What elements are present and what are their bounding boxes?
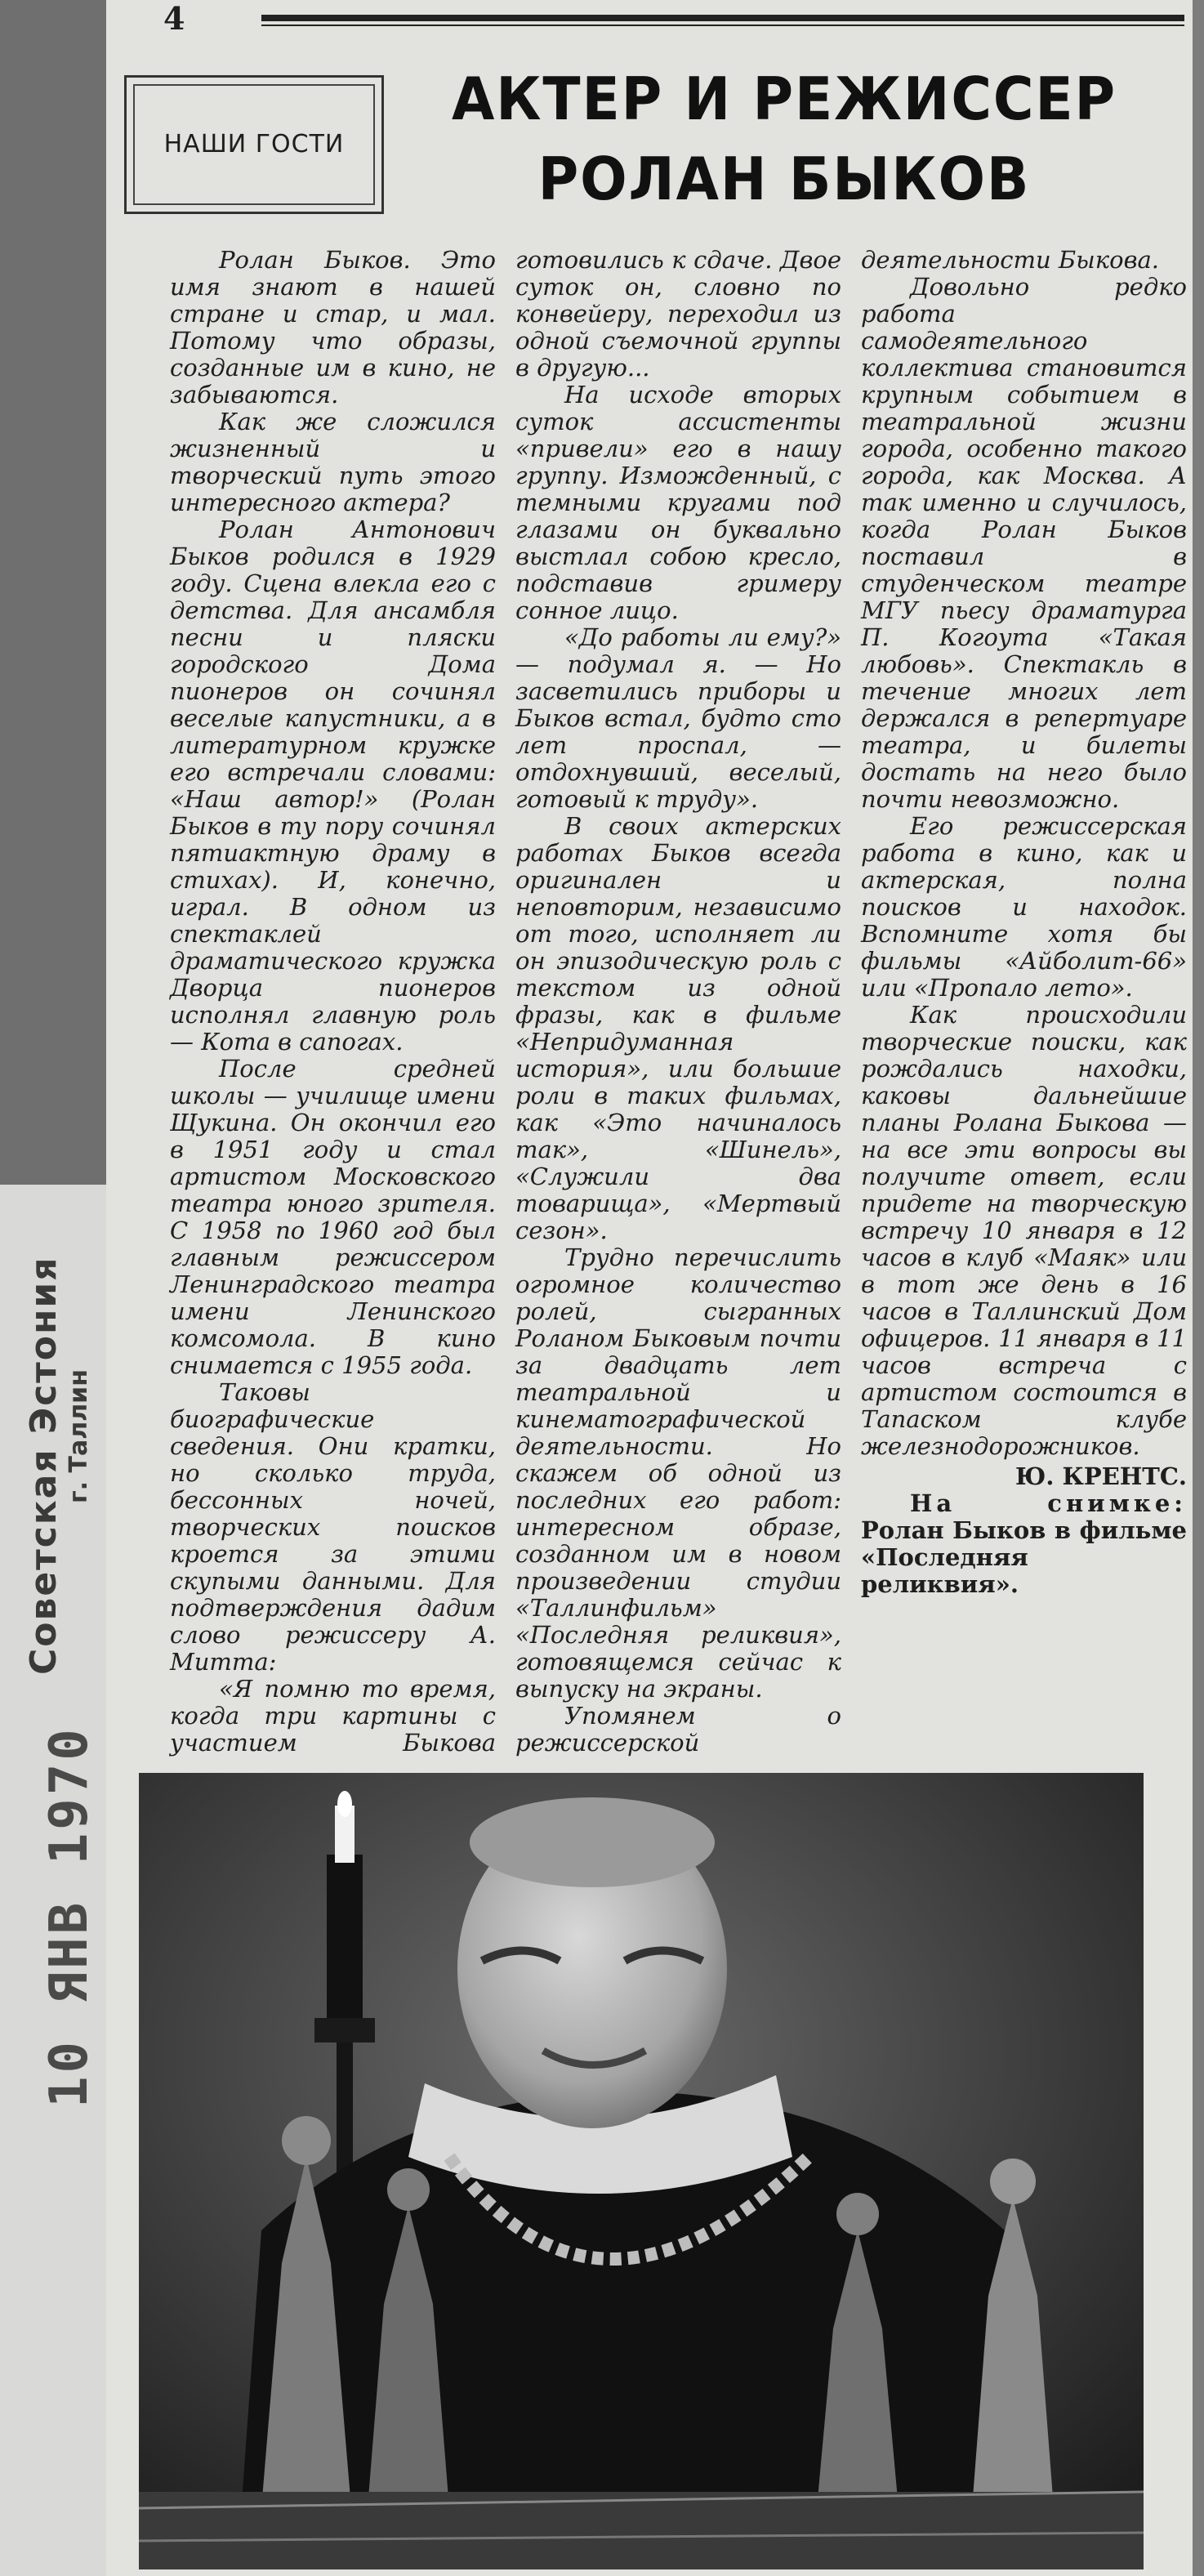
film-still-illustration: [139, 1773, 1144, 2569]
paragraph-5: Таковы биографические сведения. Они кратки, но сколько труда, бессонных ночей, творческих поисков кроется за этими скупыми данными. Для подтверждения дадим слово режиссеру А. Митта:: [170, 1378, 496, 1676]
rubric-box: [124, 75, 384, 214]
paragraph-12: Довольно редко работа самодеятельного коллектива становится крупным событием в театральной жизни города, особенно такого города, как Москва. А так именно и случилось, когда Ролан Быков поставил в студенческом театре МГУ пьесу драматурга П. Когоута «Такая любовь». Спектакль в течение многих лет держался в репертуаре театра, и билеты достать на него было почти невозможно.: [861, 273, 1187, 813]
source-stamp-newspaper: Советская Эстония: [23, 1256, 65, 1675]
paragraph-2: Как же сложился жизненный и творческий путь этого интересного актера?: [170, 408, 496, 516]
paragraph-1: Ролан Быков. Это имя знают в нашей стране и стар, и мал. Потому что образы, созданные им в кино, не забываются.: [170, 246, 496, 408]
paragraph-10: Трудно перечислить огромное количество ролей, сыгранных Роланом Быковым почти за двадцать лет театральной и кинематографической деятельности. Но скажем об одной из последних его работ: интересном образе, созданном им в новом произведении студии «Таллинфильм» «Последняя реликвия», готовящемся сейчас к выпуску на экраны.: [515, 1243, 841, 1703]
headline-line-2: РОЛАН БЫКОВ: [537, 145, 1031, 213]
paragraph-8: «До работы ли ему?» — подумал я. — Но засветились приборы и Быков встал, будто сто лет проспал, — отдохнувший, веселый, готовый к труду».: [515, 623, 841, 813]
headline: [408, 59, 1160, 219]
paragraph-7: На исходе вторых суток ассистенты «привели» его в нашу группу. Изможденный, с темными кругами под глазами он буквально выстлал собою кресло, подставив гримеру сонное лицо.: [515, 381, 841, 624]
paragraph-4: После средней школы — училище имени Щукина. Он окончил его в 1951 году и стал артистом Московского театра юного зрителя. С 1958 по 1960 год был главным режиссером Ленинградского театра имени Ленинского комсомола. В кино снимается с 1955 года.: [170, 1055, 496, 1379]
photo-caption-lead: На снимке:: [910, 1489, 1187, 1517]
photo-caption: [861, 1490, 1187, 1598]
paragraph-11: Упомянем о режиссерской деятельности Быкова.: [515, 246, 1159, 1757]
paragraph-6: «Я помню то время, когда три картины с участием Быкова готовились к сдаче. Двое суток он, словно по конвейеру, переходил из одной съемочной группы в другую...: [170, 246, 841, 1757]
top-rule: [261, 15, 1184, 21]
photo-caption-text: Ролан Быков в фильме «Последняя реликвия».: [861, 1516, 1187, 1598]
paragraph-9: В своих актерских работах Быков всегда оригинален и неповторим, независимо от того, исполняет ли он эпизодическую роль с текстом из одной фразы, как в фильме «Непридуманная история», или большие роли в таких фильмах, как «Это начиналось так», «Шинель», «Служили два товарища», «Мертвый сезон».: [515, 812, 841, 1244]
left-margin-dark: [0, 0, 106, 1185]
top-rule-thin: [261, 25, 1184, 26]
paragraph-3: Ролан Антонович Быков родился в 1929 году. Сцена влекла его с детства. Для ансамбля песни и пляски городского Дома пионеров он сочинял веселые капустники, а в литературном кружке его встречали словами: «Наш автор!» (Ролан Быков в ту пору сочинял пятиактную драму в стихах). И, конечно, играл. В одном из спектаклей драматического кружка Дворца пионеров исполнял главную роль — Кота в сапогах.: [170, 516, 496, 1056]
headline-line-1: АКТЕР И РЕЖИССЕР: [451, 65, 1117, 133]
article-body: [170, 247, 1187, 1766]
page-number: 4: [163, 0, 185, 37]
paragraph-14: Как происходили творческие поиски, как рождались находки, каковы дальнейшие планы Ролана Быкова — на все эти вопросы вы получите ответ, если придете на творческую встречу 10 января в 12 часов в клуб «Маяк» или в тот же день в 16 часов в Таллинский Дом офицеров. 11 января в 11 часов встреча с артистом состоится в Тапаском клубе железнодорожников.: [861, 1001, 1187, 1460]
film-still-photo: [139, 1773, 1144, 2569]
newspaper-clipping: [106, 0, 1193, 2576]
source-stamp-city: г. Таллин: [65, 1369, 93, 1503]
author-signature: Ю. КРЕНТС.: [1015, 1462, 1187, 1490]
paragraph-13: Его режиссерская работа в кино, как и актерская, полна поисков и находок. Вспомните хотя бы фильмы «Айболит-66» или «Пропало лето».: [861, 812, 1187, 1002]
rubric-label: НАШИ ГОСТИ: [133, 84, 375, 205]
date-stamp: 10 ЯНВ 1970: [39, 1726, 100, 2108]
